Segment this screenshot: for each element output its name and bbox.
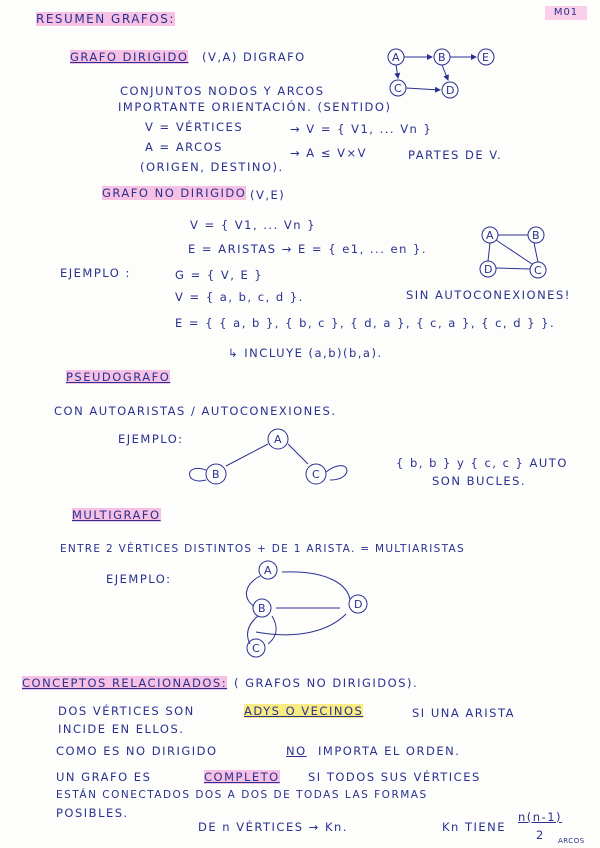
node-d [349,595,367,613]
pseudograph-diagram [180,426,360,496]
svg-text:C: C [394,82,402,95]
undirected-notation: (V,E) [250,188,286,202]
undirected-graph-diagram [470,218,560,288]
node-a [259,561,277,579]
section-heading-directed: GRAFO DIRIGIDO [70,50,189,64]
related-line-6: POSIBLES. [56,806,129,820]
directed-line-2: IMPORTANTE ORIENTACIÓN. (SENTIDO) [118,100,392,114]
directed-line-5: (ORIGEN, DESTINO). [140,160,284,174]
page-tag: M01 [545,6,587,20]
section-heading-pseudograph: PSEUDOGRAFO [66,370,171,384]
directed-notation: (V,A) DIGRAFO [202,50,306,64]
formula-denominator: 2 [536,828,545,842]
related-line-1a: DOS VÉRTICES SON [58,704,195,718]
directed-line-3b: → V = { V1, ... Vn } [290,122,433,136]
multigraph-example-label: EJEMPLO: [106,572,172,586]
pseudograph-note-1: { b, b } y { c, c } AUTO [396,456,568,470]
node-c [390,80,406,96]
pseudograph-note-2: SON BUCLES. [432,474,527,488]
undirected-line-4: V = { a, b, c, d }. [175,290,304,304]
related-line-5: ESTÁN CONECTADOS DOS A DOS DE TODAS LAS FORMAS [56,789,428,801]
node-d [442,82,458,98]
related-line-7: DE n VÉRTICES → Kn. [198,820,348,834]
undirected-line-3: G = { V, E } [175,268,264,282]
svg-text:A: A [486,229,494,242]
related-line-8: Kn TIENE [442,820,507,834]
node-a [482,227,498,243]
formula-numerator: n(n-1) [518,810,563,824]
directed-line-4b: → A ≤ V×V [290,146,367,160]
undirected-line-5: E = { { a, b }, { b, c }, { d, a }, { c, a }, { c, d } }. [175,316,556,330]
formula-unit: ARCOS [558,837,585,845]
node-c [530,262,546,278]
multigraph-diagram [220,556,380,666]
svg-text:E: E [482,51,489,64]
section-heading-multigraph: MULTIGRAFO [72,508,161,522]
node-b [206,464,226,484]
directed-graph-diagram [380,40,510,110]
section-heading-undirected: GRAFO NO DIRIGIDO [102,186,247,200]
svg-text:C: C [534,264,542,277]
related-line-1c: SI UNA ARISTA [412,706,515,720]
related-line-3a: COMO ES NO DIRIGIDO [56,744,218,758]
related-line-4c: SI TODOS SUS VÉRTICES [308,770,481,784]
svg-text:A: A [392,51,400,64]
directed-line-4a: A = ARCOS [145,140,223,154]
multigraph-line-1: ENTRE 2 VÉRTICES DISTINTOS + DE 1 ARISTA. = MULTIARISTAS [60,543,465,555]
svg-text:A: A [274,433,282,446]
pseudograph-example-label: EJEMPLO: [118,432,184,446]
svg-text:C: C [312,468,320,481]
node-d [480,261,496,277]
section-heading-related: CONCEPTOS RELACIONADOS: [22,676,228,690]
related-line-3b: NO [286,744,307,758]
related-line-1b: ADYS O VECINOS [244,704,364,718]
undirected-note: SIN AUTOCONEXIONES! [406,288,571,302]
directed-line-4c: PARTES DE V. [408,148,503,162]
svg-text:B: B [532,229,540,242]
pseudograph-line-1: CON AUTOARISTAS / AUTOCONEXIONES. [54,404,337,418]
node-c [306,464,326,484]
directed-line-1: CONJUNTOS NODOS Y ARCOS [120,84,325,98]
related-line-2: INCIDE EN ELLOS. [58,722,185,736]
node-a [268,429,288,449]
svg-text:B: B [438,51,446,64]
svg-text:D: D [354,598,363,611]
page-title: RESUMEN GRAFOS: [36,12,175,26]
related-line-4a: UN GRAFO ES [56,770,152,784]
svg-text:B: B [258,602,266,615]
undirected-line-6: ↳ INCLUYE (a,b)(b,a). [228,346,383,360]
node-b [253,599,271,617]
node-b [528,227,544,243]
directed-line-3a: V = VÉRTICES [145,120,244,134]
node-e [478,49,494,65]
related-line-3c: IMPORTA EL ORDEN. [318,744,461,758]
node-c [247,639,265,657]
related-notation: ( GRAFOS NO DIRIGIDOS). [234,676,419,690]
svg-text:D: D [446,84,455,97]
related-line-4b: COMPLETO [204,770,280,784]
undirected-line-1: V = { V1, ... Vn } [190,218,317,232]
svg-text:B: B [212,468,220,481]
node-a [388,49,404,65]
undirected-example-label: EJEMPLO : [60,266,131,280]
svg-text:A: A [264,564,272,577]
svg-text:D: D [484,263,493,276]
svg-text:C: C [252,642,260,655]
undirected-line-2: E = ARISTAS → E = { e1, ... en }. [188,242,428,256]
node-b [434,49,450,65]
